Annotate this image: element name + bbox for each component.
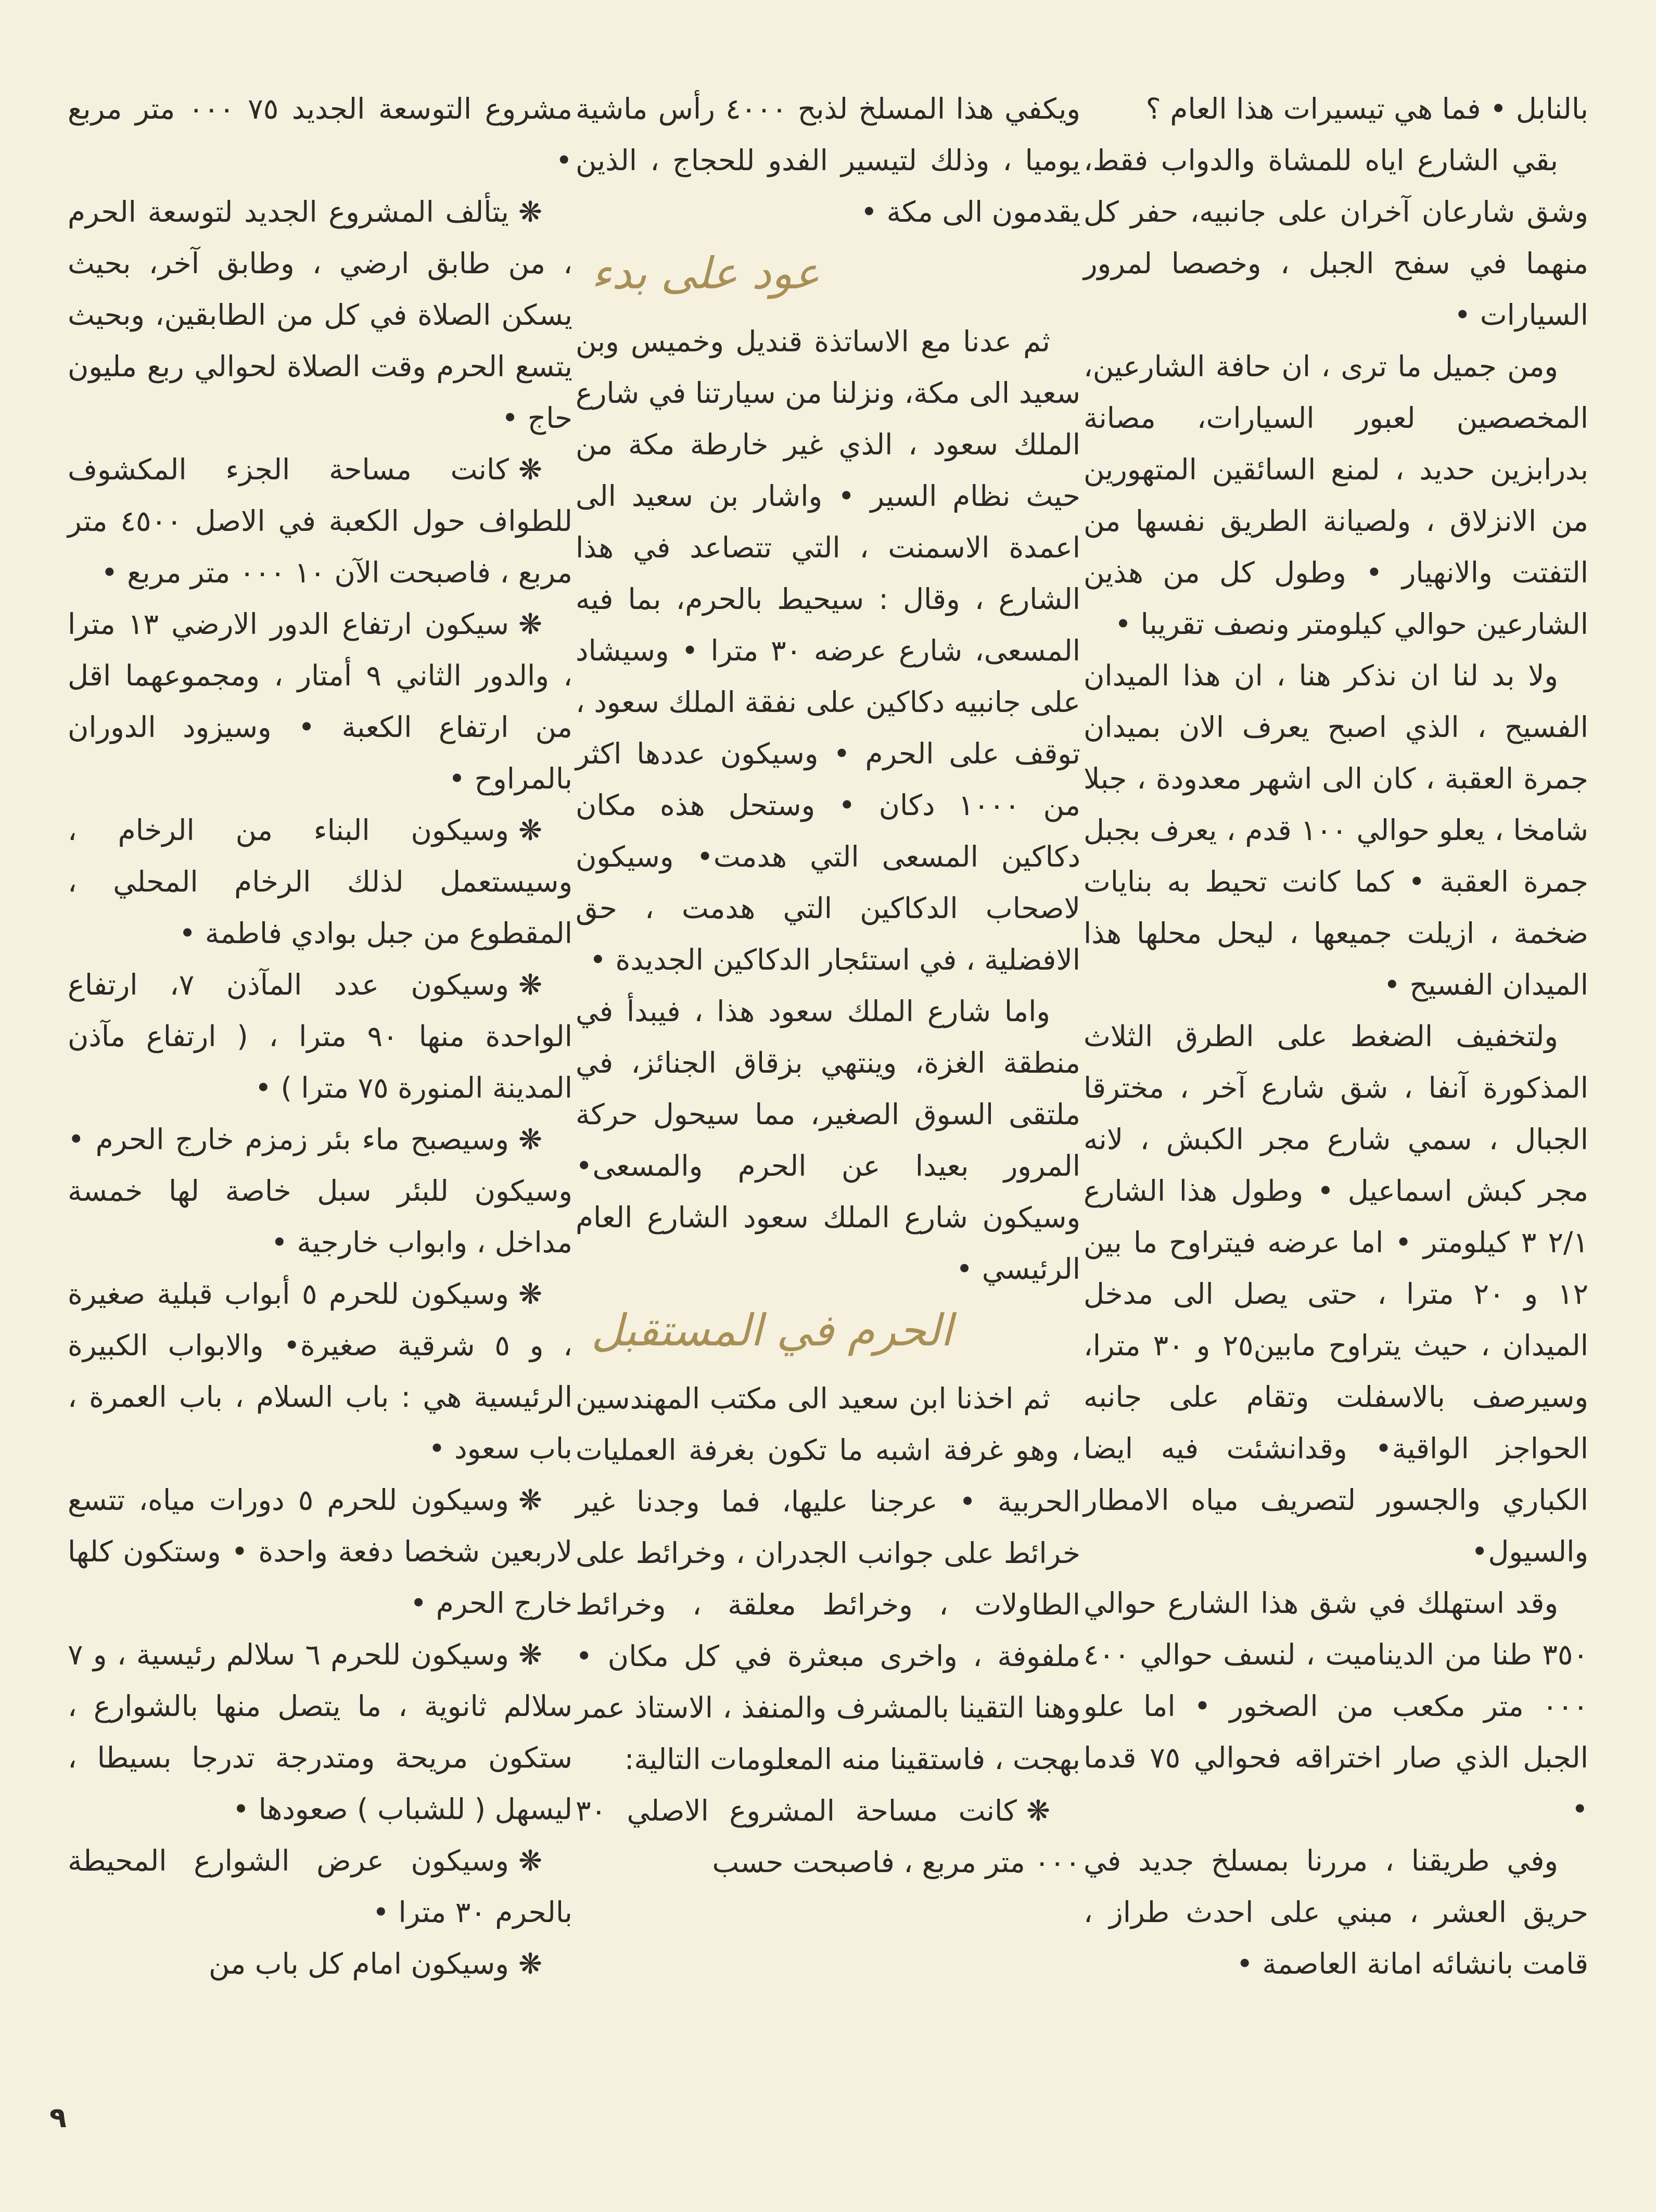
bullet-paragraph bbox=[68, 1629, 572, 1835]
paragraph: ثم اخذنا ابن سعيد الى مكتب المهندسين ، وهو غرفة اشبه ما تكون بغرفة العمليات الحربية • عرجنا عليها، فما وجدنا غير خرائط على جوانب الجدران ، وخرائط على الطاولات ، وخرائط معلقة ، وخرائط ملفوفة ، واخرى مبعثرة في كل مكان • وهنا التقينا بالمشرف والمنفذ ، الاستاذ عمر بهجت ، فاستقينا منه المعلومات التالية: bbox=[576, 1382, 1080, 1776]
paragraph: ومن جميل ما ترى ، ان حافة الشارعين، المخصصين لعبور السيارات، مصانة بدرابزين حديد ، لمنع السائقين المتهورين من الانزلاق ، ولصيانة الطريق نفسها من التفتت والانهيار • وطول كل من هذين الشارعين حوالي كيلومتر ونصف تقريبا • bbox=[1084, 350, 1588, 641]
paragraph: مشروع التوسعة الجديد ٧٥ ٠٠٠ متر مربع • bbox=[68, 92, 572, 177]
bullet-text: كانت مساحة الجزء المكشوف للطواف حول الكعبة في الاصل ٤٥٠٠ متر مربع ، فاصبحت الآن ١٠ ٠٠٠ متر مربع • bbox=[68, 453, 572, 589]
bullet-text: وسيكون امام كل باب من bbox=[208, 1947, 509, 1980]
bullet-icon: ❋ bbox=[518, 1123, 542, 1156]
bullet-icon: ❋ bbox=[518, 968, 542, 1001]
paragraph: ثم عدنا مع الاساتذة قنديل وخميس وبن سعيد الى مكة، ونزلنا من سيارتنا في شارع الملك سعود ، الذي غير خارطة مكة من حيث نظام السير • واشار بن سعيد الى اعمدة الاسمنت ، التي تتصاعد في هذا الشارع ، وقال : سيحيط بالحرم، بما فيه المسعى، شارع عرضه ٣٠ مترا • وسيشاد على جانبيه دكاكين على نفقة الملك سعود ، توقف على الحرم • وسيكون عددها اكثر من ١٠٠٠ دكان • وستحل هذه مكان دكاكين المسعى التي هدمت• وسيكون لاصحاب الدكاكين التي هدمت ، حق الافضلية ، في استئجار الدكاكين الجديدة • bbox=[576, 325, 1081, 976]
bullet-paragraph bbox=[68, 186, 572, 444]
bullet-icon: ❋ bbox=[518, 1844, 542, 1877]
bullet-paragraph bbox=[68, 1835, 572, 1938]
bullet-icon: ❋ bbox=[518, 1483, 542, 1517]
bullet-paragraph bbox=[68, 1268, 572, 1474]
bullet-paragraph bbox=[68, 1938, 572, 1990]
bullet-icon: ❋ bbox=[518, 607, 542, 641]
paragraph: ولا بد لنا ان نذكر هنا ، ان هذا الميدان الفسيح ، الذي اصبح يعرف الان بميدان جمرة العقبة ، كان الى اشهر معدودة ، جبلا شامخا ، يعلو حوالي ١٠٠ قدم ، يعرف بجبل جمرة العقبة • كما كانت تحيط به بنايات ضخمة ، ازيلت جميعها ، ليحل محلها هذا الميدان الفسيح • bbox=[1084, 659, 1588, 1001]
paragraph: واما شارع الملك سعود هذا ، فيبدأ في منطقة الغزة، وينتهي بزقاق الجنائز، في ملتقى السوق الصغير، مما سيحول حركة المرور بعيدا عن الحرم والمسعى• وسيكون شارع الملك سعود الشارع العام الرئيسي • bbox=[576, 995, 1080, 1286]
bullet-paragraph bbox=[68, 805, 572, 959]
bullet-paragraph bbox=[68, 599, 572, 805]
section-heading: عود على بدء bbox=[591, 248, 820, 299]
paragraph: وقد استهلك في شق هذا الشارع حوالي ٣٥٠ طنا من الديناميت ، لنسف حوالي ٤٠٠ ٠٠٠ متر مكعب من الصخور • اما علو الجبل الذي صار اختراقه فحوالي ٧٥ قدما • bbox=[1084, 1586, 1588, 1826]
bullet-paragraph bbox=[68, 959, 572, 1114]
section-heading: الحرم في المستقبل bbox=[591, 1305, 953, 1356]
bullet-icon: ❋ bbox=[518, 813, 542, 847]
bullet-text: وسيكون للحرم ٦ سلالم رئيسية ، و ٧ سلالم ثانوية ، ما يتصل منها بالشوارع ، ستكون مريحة ومتدرجة تدرجا بسيطا ، ليسهل ( للشباب ) صعودها • bbox=[68, 1638, 572, 1826]
text-columns bbox=[68, 83, 1588, 2056]
paragraph: بقي الشارع اياه للمشاة والدواب فقط، وشق شارعان آخران على جانبيه، حفر كل منهما في سفح الجبل ، وخصصا لمرور السيارات • bbox=[1084, 144, 1588, 332]
bullet-text: يتألف المشروع الجديد لتوسعة الحرم ، من طابق ارضي ، وطابق آخر، بحيث يسكن الصلاة في كل من الطابقين، وبحيث يتسع الحرم وقت الصلاة لحوالي ربع مليون حاج • bbox=[68, 195, 572, 435]
page-number: ٩ bbox=[49, 2101, 67, 2134]
column-left bbox=[68, 83, 572, 2056]
bullet-paragraph bbox=[68, 444, 572, 599]
bullet-icon: ❋ bbox=[1026, 1794, 1050, 1827]
bullet-paragraph bbox=[68, 1114, 572, 1268]
bullet-text: وسيكون للحرم ٥ أبواب قبلية صغيرة ، و ٥ شرقية صغيرة• والابواب الكبيرة الرئيسية هي : باب السلام ، باب العمرة ، باب سعود • bbox=[68, 1277, 572, 1465]
column-middle bbox=[576, 83, 1080, 2056]
bullet-text: وسيكون عرض الشوارع المحيطة بالحرم ٣٠ مترا • bbox=[68, 1844, 572, 1929]
bullet-icon: ❋ bbox=[518, 1638, 542, 1671]
bullet-paragraph bbox=[576, 1785, 1080, 1888]
bullet-text: كانت مساحة المشروع الاصلي ٣٠ ٠٠٠ متر مربع ، فاصبحت حسب bbox=[576, 1794, 1080, 1879]
bullet-text: وسيكون عدد المآذن ٧، ارتفاع الواحدة منها ٩٠ مترا ، ( ارتفاع مآذن المدينة المنورة ٧٥ مترا ) • bbox=[68, 968, 572, 1104]
bullet-text: وسيكون للحرم ٥ دورات مياه، تتسع لاربعين شخصا دفعة واحدة • وستكون كلها خارج الحرم • bbox=[68, 1483, 572, 1620]
paragraph: ويكفي هذا المسلخ لذبح ٤٠٠٠ رأس ماشية يوميا ، وذلك لتيسير الفدو للحجاج ، الذين يقدمون الى مكة • bbox=[576, 92, 1080, 228]
bullet-icon: ❋ bbox=[518, 195, 542, 228]
bullet-paragraph bbox=[68, 1474, 572, 1629]
bullet-icon: ❋ bbox=[518, 1277, 542, 1311]
column-right bbox=[1084, 83, 1588, 2056]
bullet-text: سيكون ارتفاع الدور الارضي ١٣ مترا ، والدور الثاني ٩ أمتار ، ومجموعهما اقل من ارتفاع الكعبة • وسيزود الدوران بالمراوح • bbox=[68, 607, 572, 795]
bullet-icon: ❋ bbox=[518, 453, 542, 486]
paragraph: بالنابل • فما هي تيسيرات هذا العام ؟ bbox=[1145, 92, 1588, 125]
bullet-text: وسيكون البناء من الرخام ، وسيستعمل لذلك الرخام المحلي ، المقطوع من جبل بوادي فاطمة • bbox=[68, 813, 572, 950]
bullet-text: وسيصبح ماء بئر زمزم خارج الحرم • وسيكون للبئر سبل خاصة لها خمسة مداخل ، وابواب خارجية • bbox=[68, 1123, 572, 1259]
bullet-icon: ❋ bbox=[518, 1947, 542, 1980]
paragraph: وفي طريقنا ، مررنا بمسلخ جديد في حريق العشر ، مبني على احدث طراز ، قامت بانشائه امانة العاصمة • bbox=[1084, 1844, 1588, 1980]
paragraph: ولتخفيف الضغط على الطرق الثلاث المذكورة آنفا ، شق شارع آخر ، مخترقا الجبال ، سمي شارع مجر الكبش ، لانه مجر كبش اسماعيل • وطول هذا الشارع ٢/١ ٣ كيلومتر • اما عرضه فيتراوح ما بين ١٢ و ٢٠ مترا ، حتى يصل الى مدخل الميدان ، حيث يتراوح مابين٢٥ و ٣٠ مترا، وسيرصف بالاسفلت وتقام على جانبه الحواجز الواقية• وقدانشئت فيه ايضا الكباري والجسور لتصريف مياه الامطار والسيول• bbox=[1084, 1020, 1589, 1568]
